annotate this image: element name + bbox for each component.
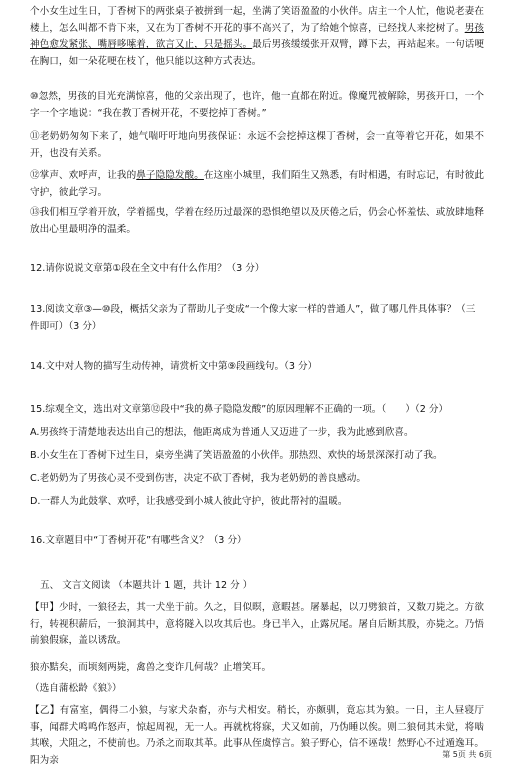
passage-paragraph-13: ⑬我们相互学着开放，学着摇曳，学着在经历过最深的恐惧绝望以及厌倦之后，仍会心怀羞怯、或放肆地释放出心里最明净的温柔。: [30, 207, 484, 235]
classical-text-yi: 【乙】有富室，偶得二小狼，与家犬杂畜，亦与犬相安。稍长，亦颇驯，竟忘其为狼。一日，主人昼寝厅事，闻群犬鸣鸣作怒声，惊起周视，无一人。再就枕将寐，犬又如前，乃伪睡以俟。则二狼伺其未觉，将啮其喉，犬阻之，不使前也。乃杀之而取其革。此事从侄虞惇言。狼子野心，信不诬哉！然野心不过遁逸耳。阳为亲: [30, 705, 484, 766]
question-16: 16.文章题目中“丁香树开花”有哪些含义？（3 分）: [30, 535, 247, 546]
paragraph-text: ⑫掌声、欢呼声，让我的: [30, 170, 137, 181]
paragraph-text: 最后男孩缓缓张开双臂，蹲下去，再站起来。一句话哽在胸口，如一朵花哽在枝丫，他只能以这种方式表达。: [30, 39, 485, 67]
underlined-phrase: 鼻子隐隐发酸。: [136, 170, 204, 181]
question-15-option-c: C.老奶奶为了男孩心灵不受到伤害，决定不砍丁香树，我为老奶奶的善良感动。: [30, 473, 366, 484]
passage-paragraph-continued: [30, 4, 484, 70]
question-15-option-a: A.男孩终于清楚地表达出自己的想法，他距离成为普通人又迈进了一步，我为此感到欣喜。: [30, 427, 414, 438]
question-13: 13.阅读文章③—⑩段，概括父亲为了帮助儿子变成“一个像大家一样的普通人”，做了哪几件具体事？（三件即可）（3 分）: [30, 304, 476, 332]
classical-text-jia: 【甲】少时，一狼径去，其一犬坐于前。久之，目似暝，意暇甚。屠暴起，以刀劈狼首，又数刀毙之。方欲行，转视积薪后，一狼洞其中，意将隧入以攻其后也。身已半入，止露尻尾。屠自后断其股，亦毙之。乃悟前狼假寐，盖以诱敌。: [30, 602, 484, 646]
question-14: 14.文中对人物的描写生动传神，请赏析文中第⑨段画线句。（3 分）: [30, 361, 318, 372]
question-15-option-b: B.小女生在丁香树下过生日，桌旁坐满了笑语盈盈的小伙伴。那热烈、欢快的场景深深打动了我。: [30, 450, 443, 461]
section-5-heading: 五、 文言文阅读 （本题共计 1 题，共计 12 分 ）: [40, 580, 253, 591]
question-15-stem: 15.综观全文，选出对文章第⑫段中“我的鼻子隐隐发酸”的原因理解不正确的一项。（ ）（2 分）: [30, 404, 449, 415]
classical-text-jia-ending: 狼亦黠矣，而顷刻两毙，禽兽之变诈几何哉？止增笑耳。: [30, 662, 272, 673]
question-12: 12.请你说说文章第①段在全文中有什么作用？（3 分）: [30, 263, 265, 274]
page-number: 第 5页 共 6页: [442, 750, 492, 759]
paragraph-text: 个小女生过生日，丁香树下的两张桌子被拼到一起，坐满了笑语盈盈的小伙伴。店主一个人忙，他说老妻在楼上，怎么叫都不肯下来，又在为丁香树不开花的事不高兴了，为了给她个惊喜，已经找人来挖树了。: [30, 6, 484, 34]
passage-paragraph-11: ⑪老奶奶匆匆下来了，她气喘吁吁地向男孩保证：永远不会挖掉这棵丁香树，会一直等着它开花，如果不开，也没有关系。: [30, 131, 484, 159]
passage-paragraph-10: ⑩忽然，男孩的目光充满惊喜，他的父亲出现了，也许，他一直都在附近。像魔咒被解除，男孩开口，一个字一个字地说：“我在教丁香树开花，不要挖掉丁香树。”: [30, 91, 484, 119]
question-15-option-d: D.一群人为此鼓掌、欢呼，让我感受到小城人彼此守护，彼此帮衬的温暖。: [30, 496, 348, 507]
passage-paragraph-12: [30, 168, 484, 201]
classical-text-source: （选自蒲松龄《狼》）: [30, 683, 122, 694]
underlined-sentence: 男孩神色愈发紧张、嘴唇哆嗦着，欲言又止，只是摇头。: [30, 22, 484, 50]
paragraph-text: 在这座小城里，我们陌生又熟悉，有时相遇，有时忘记，有时彼此守护，彼此学习。: [30, 170, 484, 198]
